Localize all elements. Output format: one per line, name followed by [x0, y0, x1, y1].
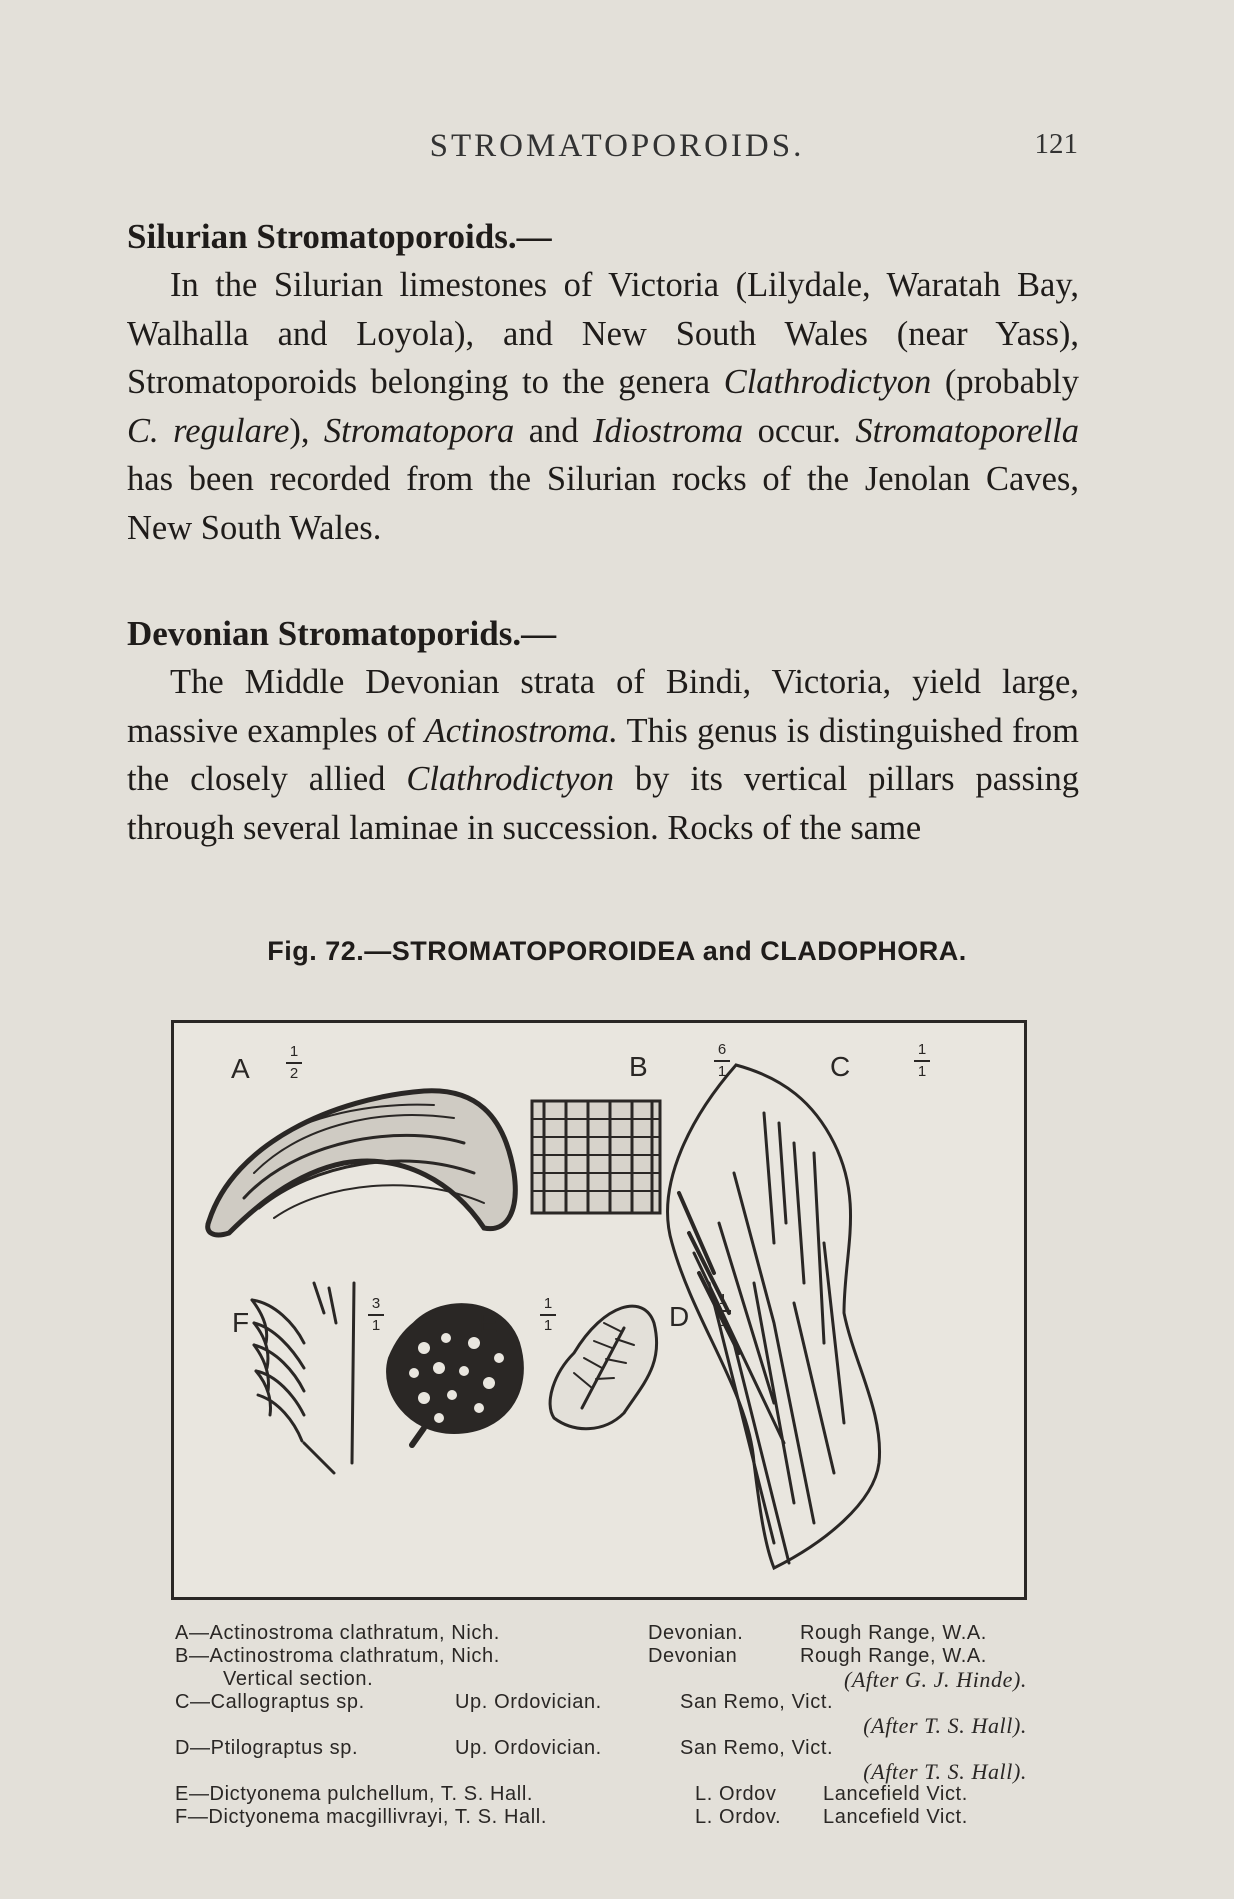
section-devonian	[127, 610, 1079, 852]
scale-d: 1 1	[715, 1291, 731, 1331]
label-c: C	[830, 1051, 851, 1082]
scale-b: 6 1	[714, 1041, 730, 1081]
specimen-b-drawing	[532, 1101, 660, 1213]
label-d: D	[669, 1301, 690, 1332]
scale-a: 1 2	[286, 1043, 302, 1083]
section-heading-devonian: Devonian Stromatoporids.—	[127, 614, 557, 653]
scale-f: 3 1	[368, 1295, 384, 1335]
scale-e: 1 1	[540, 1295, 556, 1335]
label-b: B	[629, 1051, 648, 1082]
label-e: E	[479, 1307, 498, 1338]
specimen-d-drawing	[550, 1306, 657, 1429]
label-a: A	[231, 1053, 250, 1084]
figure-title: Fig. 72.—STROMATOPOROIDEA and CLADOPHORA.	[267, 936, 967, 966]
legend-row-b-sub: Vertical section. (After G. J. Hinde).	[223, 1667, 1027, 1692]
figure-72	[171, 1020, 1027, 1600]
legend-row-d-after: (After T. S. Hall).	[863, 1759, 1027, 1784]
specimen-f-drawing	[252, 1283, 354, 1473]
page-number: 121	[1034, 128, 1078, 160]
specimen-c-drawing	[668, 1065, 880, 1568]
label-f: F	[232, 1307, 250, 1338]
legend-row-b: B—Actinostroma clathratum, Nich. Devonian Rough Range, W.A.	[175, 1645, 987, 1667]
paragraph-silurian: In the Silurian limestones of Victoria (Lilydale, Waratah Bay, Walhalla and Loyola), and New South Wales (near Yass), Stromatoporoids belonging to the genera Clathrodictyon (probably C. regulare), Stromatopora and Idiostroma occur. Stromatoporella has been recorded from the Silurian rocks of the Jenolan Caves, New South Wales.	[127, 266, 1079, 547]
paragraph-devonian: The Middle Devonian strata of Bindi, Victoria, yield large, massive examples of Actinostroma. This genus is distinguished from the closely allied Clathrodictyon by its vertical pillars passing through several laminae in succession. Rocks of the same	[127, 663, 1080, 847]
legend-row-c-after: (After T. S. Hall).	[863, 1713, 1027, 1738]
fossil-illustrations	[174, 1023, 1024, 1597]
legend-row-c: C—Callograptus sp. Up. Ordovician. San Remo, Vict.	[175, 1691, 834, 1713]
specimen-a-drawing	[208, 1091, 516, 1235]
section-heading-silurian: Silurian Stromatoporoids.—	[127, 217, 552, 256]
scale-c: 1 1	[914, 1041, 930, 1081]
legend-row-d: D—Ptilograptus sp. Up. Ordovician. San Remo, Vict.	[175, 1737, 834, 1759]
running-title: STROMATOPOROIDS.	[429, 128, 805, 164]
legend-row-a: A—Actinostroma clathratum, Nich. Devonian. Rough Range, W.A.	[175, 1622, 987, 1644]
running-head	[0, 128, 1234, 168]
legend-row-e: E—Dictyonema pulchellum, T. S. Hall. L. Ordov Lancefield Vict.	[175, 1783, 968, 1805]
figure-legend	[175, 1622, 1075, 1829]
section-silurian	[127, 213, 1079, 552]
specimen-e-drawing	[387, 1304, 523, 1445]
legend-row-f: F—Dictyonema macgillivrayi, T. S. Hall. L. Ordov. Lancefield Vict.	[175, 1806, 968, 1828]
